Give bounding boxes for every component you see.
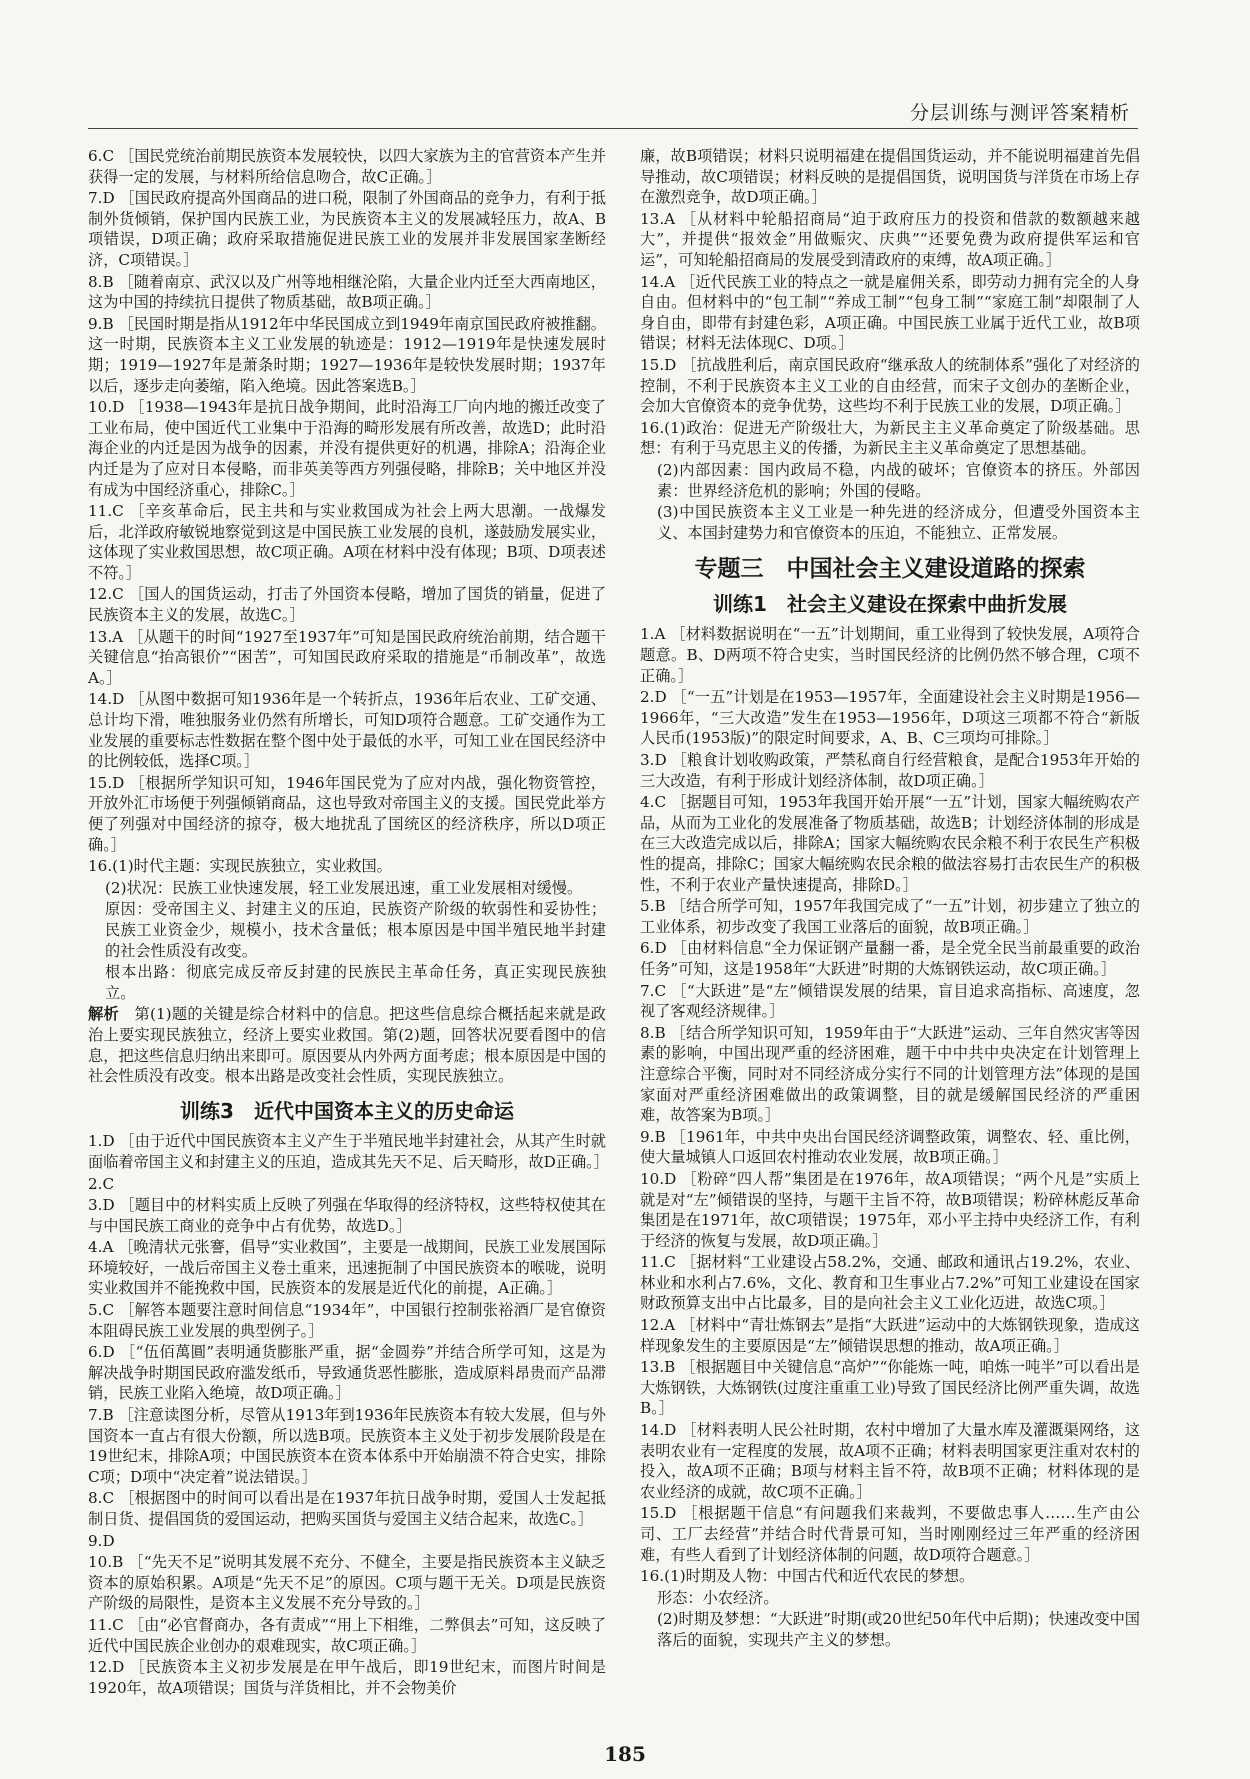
answer-item: 8.B ［随着南京、武汉以及广州等地相继沦陷，大量企业内迁至大西南地区，这为中国的持续抗日提供了物质基础，故B项正确。］ [88,272,606,312]
answer-item: 5.B ［结合所学可知，1957年我国完成了“一五”计划，初步建立了独立的工业体系，初步改变了我国工业落后的面貌，故B项正确。］ [640,897,1140,936]
answer-item: 11.C ［据材料“工业建设占58.2%，交通、邮政和通讯占19.2%，农业、林业和水利占7.6%，文化、教育和卫生事业占7.2%”可知工业建设在国家财政预算支出中占比最多，目的是向社会主义工业化迈进，故选C项。］ [640,1253,1140,1313]
answer-item: 1.A ［材料数据说明在“一五”计划期间，重工业得到了较快发展，A项符合题意。B、D两项不符合史实，当时国民经济的比例仍然不够合理，C项不正确。］ [640,625,1140,685]
answer-item: 10.D ［粉碎“四人帮”集团是在1976年，故A项错误；“两个凡是”实质上就是对“左”倾错误的坚持，与题干主旨不符，故B项错误；粉碎林彪反革命集团是在1971年，故C项错误；1975年，邓小平主持中央经济工作，有利于经济的恢复与发展，故D项正确。］ [640,1169,1140,1250]
answer-item: 3.D ［粮食计划收购政策，严禁私商自行经营粮食，是配合1953年开始的三大改造，有利于形成计划经济体制，故D项正确。］ [640,751,1140,790]
answer-item: 12.C ［国人的国货运动，打击了外国资本侵略，增加了国货的销量，促进了民族资本主义的发展，故选C。］ [88,585,606,625]
page-number: 185 [604,1742,646,1766]
answer-item: 根本出路：彻底完成反帝反封建的民族民主革命任务，真正实现民族独立。 [105,963,606,1002]
answer-item: 5.C ［解答本题要注意时间信息“1934年”，中国银行控制张裕酒厂是官僚资本阻碍民族工业发展的典型例子。］ [88,1301,606,1340]
answer-item: 14.A ［近代民族工业的特点之一就是雇佣关系，即劳动力拥有完全的人身自由。但材料中的“包工制”“养成工制”“包身工制”“家庭工制”却限制了人身自由，即带有封建色彩，A项正确。中国民族工业属于近代工业，故B项错误；材料无法体现C、D项。］ [640,272,1140,353]
analysis-paragraph [88,1004,606,1086]
answer-item: 7.B ［注意读图分析，尽管从1913年到1936年民族资本有较大发展，但与外国资本一直占有很大份额，所以选B项。民族资本主义处于初步发展阶段是在19世纪末，排除A项；中国民族资本在资本体系中开始崩溃不符合史实，排除C项；D项中“决定着”说法错误。］ [88,1406,606,1486]
answer-item: 1.D ［由于近代中国民族资本主义产生于半殖民地半封建社会，从其产生时就面临着帝国主义和封建主义的压迫，造成其先天不足、后天畸形，故D正确。］ [88,1132,609,1171]
answer-item: 6.D ［“伍佰萬圓”表明通货膨胀严重，据“金圆券”并结合所学可知，这是为解决战争时期国民政府滥发纸币，导致通货恶性膨胀，造成原料昂贵而产品滞销，民族工业陷入绝境，故D项正确。］ [88,1343,606,1403]
answer-item: 16.(1)政治：促进无产阶级壮大，为新民主主义革命奠定了阶级基础。思想：有利于马克思主义的传播，为新民主主义革命奠定了思想基础。 [640,418,1140,458]
answer-item: 11.C ［由“必官督商办，各有责成”“用上下相维，二弊俱去”可知，这反映了近代中国民族企业创办的艰难现实，故C项正确。］ [88,1615,606,1655]
answer-item: 7.C ［“大跃进”是“左”倾错误发展的结果，盲目追求高指标、高速度，忽视了客观经济规律。］ [640,981,1140,1021]
answer-item: (3)中国民族资本主义工业是一种先进的经济成分，但遭受外国资本主义、本国封建势力和官僚资本的压迫，不能独立、正常发展。 [657,503,1140,542]
section-title-training-1: 训练1 社会主义建设在探索中曲折发展 [713,591,1067,616]
answer-item: 13.B ［根据题目中关键信息“高炉”“你能炼一吨，咱炼一吨半”可以看出是大炼钢铁，大炼钢铁(过度注重重工业)导致了国民经济比例严重失调，故选B。］ [640,1358,1140,1418]
answer-item: (2)时期及梦想：“大跃进”时期(或20世纪50年代中后期)；快速改变中国落后的面貌，实现共产主义的梦想。 [657,1610,1140,1649]
answer-item: 16.(1)时代主题：实现民族独立，实业救国。 [88,857,392,876]
topic-title: 专题三 中国社会主义建设道路的探索 [694,556,1086,583]
answer-item: 8.C ［根据图中的时间可以看出是在1937年抗日战争时期，爱国人士发起抵制日货、提倡国货的爱国运动，把购买国货与爱国主义结合起来，故选C。］ [88,1489,606,1528]
answer-item: 3.D ［题目中的材料实质上反映了列强在华取得的经济特权，这些特权使其在与中国民族工商业的竞争中占有优势，故选D。］ [88,1196,606,1235]
answer-item: 14.D ［从图中数据可知1936年是一个转折点，1936年后农业、工矿交通、总计均下滑，唯独服务业仍然有所增长，可知D项符合题意。工矿交通作为工业发展的重要标志性数据在整个图中处于最低的水平，可知工业在国民经济中的比例较低，选择C项。］ [88,690,606,771]
answer-item: 2.D ［“一五”计划是在1953—1957年，全面建设社会主义时期是1956—1966年，“三大改造”发生在1953—1956年，D项这三项都不符合“新版人民币(1953版)”的限定时间要求，A、B、C三项均可排除。］ [640,688,1140,748]
header-rule [88,128,1138,129]
answer-item: 7.D ［国民政府提高外国商品的进口税，限制了外国商品的竞争力，有利于抵制外货倾销，保护国内民族工业，为民族资本主义的发展减轻压力，故A、B项错误，D项正确；政府采取措施促进民族工业的发展并非发展国家垄断经济，C项错误。］ [88,189,606,269]
answer-item: 9.B ［民国时期是指从1912年中华民国成立到1949年南京国民政府被推翻。这一时期，民族资本主义工业发展的轨迹是：1912—1919年是快速发展时期；1919—1927年是萧条时期；1927—1936年是较快发展时期；1937年以后，逐步走向萎缩，陷入绝境。因此答案选B。］ [88,314,606,395]
answer-item: 12.A ［材料中“青壮炼钢去”是指“大跃进”运动中的大炼钢铁现象，造成这样现象发生的主要原因是“左”倾错误思想的推动，故A项正确。］ [640,1316,1140,1355]
answer-item: 形态：小农经济。 [657,1588,779,1607]
answer-item: 12.D ［民族资本主义初步发展是在甲午战后，即19世纪末，而图片时间是1920年，故A项错误；国货与洋货相比，并不会物美价 [88,1658,606,1697]
answer-item: (2)状况：民族工业快速发展，轻工业发展迅速，重工业发展相对缓慢。 [105,878,583,897]
analysis-label: 解析 [88,1005,120,1024]
answer-item: 原因：受帝国主义、封建主义的压迫，民族资产阶级的软弱性和妥协性；民族工业资金少，规模小，技术含量低；根本原因是中国半殖民地半封建的社会性质没有改变。 [105,900,606,960]
answer-item: 15.D ［根据所学知识可知，1946年国民党为了应对内战，强化物资管控，开放外汇市场便于列强倾销商品，这也导致对帝国主义的支援。国民党此举方便了列强对中国经济的掠夺，极大地扰乱了国统区的经济秩序，所以D项正确。］ [88,773,606,854]
answer-item: (2)内部因素：国内政局不稳，内战的破坏；官僚资本的挤压。外部因素：世界经济危机的影响；外国的侵略。 [657,460,1140,500]
answer-item: 11.C ［辛亥革命后，民主共和与实业救国成为社会上两大思潮。一战爆发后，北洋政府敏锐地察觉到这是中国民族工业发展的良机，遂鼓励发展实业，这体现了实业救国思想，故C项正确。A项在材料中没有体现；B项、D项表述不符。］ [88,502,606,582]
answer-item: 9.D [88,1531,115,1550]
answer-item: 10.D ［1938—1943年是抗日战争期间，此时沿海工厂向内地的搬迁改变了工业布局，使中国近代工业集中于沿海的畸形发展有所改善，故选D；此时沿海企业的内迁是因为战争的因素，并没有提供更好的机遇，排除A；沿海企业内迁是为了应对日本侵略，而非英美等西方列强侵略，排除B；关中地区并没有成为中国经济重心，排除C。］ [88,398,606,499]
analysis-text: 第(1)题的关键是综合材料中的信息。把这些信息综合概括起来就是政治上要实现民族独立，经济上要实业救国。第(2)题，回答状况要看图中的信息，把这些信息归纳出来即可。原因要从内外两方面考虑；根本原因是中国的社会性质没有改变。根本出路是改变社会性质，实现民族独立。 [88,1005,606,1086]
answer-item: 9.B ［1961年，中共中央出台国民经济调整政策，调整农、轻、重比例，使大量城镇人口返回农村推动农业发展，故B项正确。］ [640,1127,1140,1167]
right-column [640,146,1140,1652]
answer-item: 6.C ［国民党统治前期民族资本发展较快，以四大家族为主的官营资本产生并获得一定的发展，与材料所给信息吻合，故C正确。］ [88,147,606,186]
answer-item: 14.D ［材料表明人民公社时期，农村中增加了大量水库及灌溉渠网络，这表明农业有一定程度的发展，故A项不正确；材料表明国家更注重对农村的投入，故A项不正确；B项与材料主旨不符，故B项不正确；材料体现的是农业经济的成就，故C项不正确。］ [640,1421,1140,1501]
answer-item: 4.C ［据题目可知，1953年我国开始开展“一五”计划，国家大幅统购农产品，从而为工业化的发展准备了物质基础，故选B；计划经济体制的形成是在三大改造完成以后，排除A；国家大幅统购农民余粮不利于农民生产积极性的提高，排除C；国家大幅统购农民余粮的做法容易打击农民生产的积极性，不利于农业产量快速提高，排除D。］ [640,793,1140,894]
answer-item: 6.D ［由材料信息“全力保证钢产量翻一番，是全党全民当前最重要的政治任务”可知，这是1958年“大跃进”时期的大炼钢铁运动，故C项正确。］ [640,939,1140,978]
left-column [88,146,609,1699]
answer-item: 15.D ［根据题干信息“有问题我们来裁判，不要做忠事人……生产由公司、工厂去经营”并结合时代背景可知，当时刚刚经过三年严重的经济困难，有些人看到了计划经济体制的问题，故D项符合题意。］ [640,1504,1140,1564]
answer-item: 13.A ［从材料中轮船招商局“迫于政府压力的投资和借款的数额越来越大”，并提供“报效金”用做赈灾、庆典”“还要免费为政府提供军运和官运”，可知轮船招商局的发展受到清政府的束缚，故A项正确。］ [640,209,1140,269]
page-header: 分层训练与测评答案精析 [909,102,1130,124]
answer-item: 13.A ［从题干的时间“1927至1937年”可知是国民政府统治前期，结合题干关键信息“抬高银价”“困苦”，可知国民政府采取的措施是“币制改革”，故选A。］ [88,627,606,687]
answer-item: 10.B ［“先天不足”说明其发展不充分、不健全，主要是指民族资本主义缺乏资本的原始积累。A项是“先天不足”的原因。C项与题干无关。D项是民族资产阶级的局限性，是资本主义发展不充分导致的。］ [88,1553,606,1613]
answer-item: 廉，故B项错误；材料只说明福建在提倡国货运动，并不能说明福建首先倡导推动，故C项错误；材料反映的是提倡国货，说明国货与洋货在市场上存在激烈竞争，故D项正确。］ [640,147,1140,207]
section-title-training-3: 训练3 近代中国资本主义的历史命运 [180,1098,514,1123]
answer-item: 2.C [88,1174,115,1193]
answer-item: 15.D ［抗战胜利后，南京国民政府“继承敌人的统制体系”强化了对经济的控制，不利于民族资本主义工业的自由经营，而宋子文创办的垄断企业，会加大官僚资本的竞争优势，这些均不利于民族工业的发展，D项正确。］ [640,355,1140,416]
answer-item: 16.(1)时期及人物：中国古代和近代农民的梦想。 [640,1567,975,1586]
answer-item: 8.B ［结合所学知识可知，1959年由于“大跃进”运动、三年自然灾害等因素的影响，中国出现严重的经济困难，题干中中共中央决定在计划管理上注意综合平衡，同时对不同经济成分实行不同的计划管理方法”体现的是国家面对严重经济困难做出的政策调整，目的就是缓解国民经济的严重困难，故答案为B项。］ [640,1023,1140,1125]
answer-item: 4.A ［晚清状元张謇，倡导“实业救国”，主要是一战期间，民族工业发展国际环境较好，一战后帝国主义卷土重来，迅速扼制了中国民族资本的喉咙，说明实业救国并不能挽救中国，民族资本的发展是近代化的前提，A正确。］ [88,1238,606,1298]
